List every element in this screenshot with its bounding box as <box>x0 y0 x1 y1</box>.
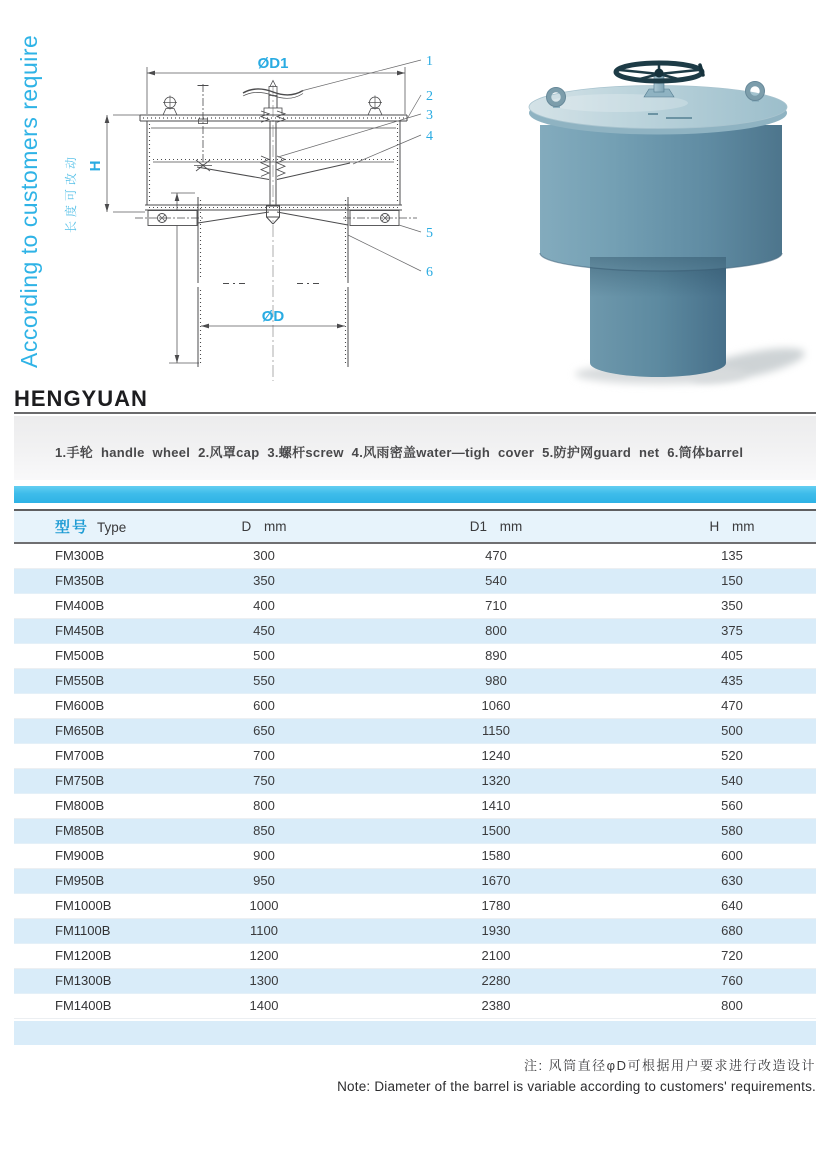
cell-d: 700 <box>253 748 275 763</box>
cell-type: FM350B <box>55 573 105 588</box>
header-type <box>14 510 184 543</box>
cell-d: 800 <box>253 798 275 813</box>
table-row <box>14 793 816 818</box>
header-type-cn: 型号 <box>55 519 90 536</box>
cell-h: 600 <box>721 848 743 863</box>
cell-type: FM850B <box>55 823 105 838</box>
product-photo <box>498 45 818 398</box>
cell-d1: 470 <box>485 548 507 564</box>
cell-type: FM600B <box>55 698 105 713</box>
cell-d: 1300 <box>249 973 279 988</box>
table-row <box>14 843 816 868</box>
bracket-right <box>343 211 417 226</box>
cell-h: 640 <box>721 898 743 913</box>
cell-d: 600 <box>253 698 275 713</box>
page-title: HENGYUAN <box>14 386 148 411</box>
barrel-shade <box>590 257 726 297</box>
cell-type: FM800B <box>55 798 105 813</box>
cell-h: 135 <box>721 548 743 564</box>
cell-d: 650 <box>253 723 275 738</box>
cell-h: 350 <box>721 598 743 613</box>
cell-type: FM500B <box>55 648 105 663</box>
table-row <box>14 768 816 793</box>
table-header-row <box>14 510 816 543</box>
lifting-lug-right <box>368 96 382 116</box>
bracket-left <box>135 211 205 226</box>
label-d: ØD <box>261 308 285 325</box>
cell-type: FM1100B <box>55 923 111 938</box>
cell-d1: 1780 <box>481 898 511 913</box>
notes-block <box>14 1055 816 1094</box>
table-row <box>14 918 816 943</box>
table-row <box>14 818 816 843</box>
lifting-lug-left <box>163 96 177 116</box>
cell-d1: 2280 <box>481 973 511 988</box>
callout-1: 1 <box>426 54 433 69</box>
cell-d1: 1580 <box>481 848 511 863</box>
spec-table <box>14 509 816 1019</box>
table-row <box>14 943 816 968</box>
cell-d1: 1410 <box>481 798 511 813</box>
callout-4: 4 <box>426 129 433 144</box>
cell-d: 1100 <box>250 923 278 938</box>
cell-d: 950 <box>253 873 275 888</box>
table-accent-bar <box>14 486 816 503</box>
parts-legend: 1.手轮 handle wheel 2.风罩cap 3.螺杆screw 4.风雨密盖water—tigh cover 5.防护网guard net 6.筒体barrel <box>55 445 744 460</box>
table-row <box>14 618 816 643</box>
cell-d: 1400 <box>249 998 279 1013</box>
callout-6: 6 <box>426 265 433 280</box>
cell-h: 540 <box>721 773 743 788</box>
table-row <box>14 993 816 1018</box>
cell-h: 375 <box>721 623 743 638</box>
table-row <box>14 543 816 568</box>
cell-d1: 1150 <box>482 723 510 738</box>
table-row <box>14 568 816 593</box>
table-row <box>14 643 816 668</box>
technical-drawing <box>85 40 465 397</box>
cell-type: FM550B <box>55 673 105 688</box>
cell-d1: 1670 <box>481 873 511 888</box>
product-cap-body <box>540 125 782 271</box>
cell-type: FM700B <box>55 748 105 763</box>
cell-h: 580 <box>721 823 743 838</box>
cell-h: 760 <box>721 973 743 988</box>
cell-d1: 710 <box>485 598 507 613</box>
callout-3: 3 <box>426 108 433 123</box>
label-d1: ØD1 <box>257 55 289 72</box>
note-cn: 注: 风筒直径φD可根据用户要求进行改造设计 <box>523 1058 816 1073</box>
cell-h: 435 <box>721 673 743 688</box>
callout-5: 5 <box>426 226 433 241</box>
side-banner-text: According to customers require <box>16 34 42 368</box>
cell-h: 150 <box>721 573 743 588</box>
cell-type: FM300B <box>55 548 105 564</box>
cell-h: 500 <box>721 723 743 738</box>
callout-2: 2 <box>426 89 433 104</box>
cell-d: 550 <box>253 673 275 688</box>
cell-h: 630 <box>721 873 743 888</box>
cell-d: 450 <box>253 623 275 638</box>
cell-d1: 890 <box>485 648 507 663</box>
header-type-en: Type <box>97 520 127 535</box>
cell-type: FM400B <box>55 598 105 613</box>
cell-type: FM750B <box>55 773 105 788</box>
header-d1: D1 mm <box>469 519 523 534</box>
table-row <box>14 693 816 718</box>
table-row <box>14 743 816 768</box>
cell-d1: 1240 <box>481 748 511 763</box>
cell-d: 500 <box>253 648 275 663</box>
cell-d1: 1060 <box>481 698 511 713</box>
cell-d1: 980 <box>485 673 507 688</box>
cell-d: 1200 <box>249 948 279 963</box>
table-row <box>14 868 816 893</box>
table-row <box>14 893 816 918</box>
table-row <box>14 668 816 693</box>
dimension-h <box>107 115 145 212</box>
table-row <box>14 593 816 618</box>
cell-d1: 800 <box>485 623 507 638</box>
cell-h: 560 <box>721 798 743 813</box>
label-h: H <box>87 160 104 172</box>
cell-d: 350 <box>253 573 275 588</box>
cell-type: FM1300B <box>55 973 112 988</box>
cell-d: 850 <box>253 823 275 838</box>
cell-d1: 1930 <box>481 923 511 938</box>
cell-type: FM450B <box>55 623 105 638</box>
cell-d: 400 <box>253 598 275 613</box>
cell-type: FM650B <box>55 723 105 738</box>
header-d: D mm <box>241 519 287 534</box>
cell-type: FM1000B <box>55 898 112 913</box>
cell-h: 720 <box>721 948 743 963</box>
cell-d1: 1320 <box>481 773 511 788</box>
note-en: Note: Diameter of the barrel is variable according to customers' requirements. <box>337 1079 816 1094</box>
cell-h: 680 <box>721 923 743 938</box>
guard-net-walls <box>147 121 400 205</box>
cell-d: 1000 <box>249 898 279 913</box>
cell-h: 520 <box>721 748 743 763</box>
cell-d: 300 <box>253 548 275 564</box>
cell-d1: 540 <box>485 573 507 588</box>
cell-type: FM900B <box>55 848 105 863</box>
cell-h: 470 <box>721 698 743 713</box>
cell-d: 900 <box>253 848 275 863</box>
cell-type: FM950B <box>55 873 105 888</box>
table-row <box>14 718 816 743</box>
table-tail-band <box>14 1021 816 1045</box>
cell-d1: 2100 <box>481 948 511 963</box>
cell-h: 405 <box>721 648 743 663</box>
title-rule <box>14 412 816 414</box>
cap-top-plate <box>140 115 407 128</box>
cell-d1: 2380 <box>481 998 511 1013</box>
cell-type: FM1200B <box>55 948 112 963</box>
cell-d1: 1500 <box>481 823 511 838</box>
table-row <box>14 968 816 993</box>
parts-legend-band <box>14 416 816 480</box>
header-h: H mm <box>709 519 755 534</box>
table-body <box>14 543 816 1018</box>
side-banner-text-cn: 长度可改动 <box>64 152 78 233</box>
cell-h: 800 <box>721 998 743 1013</box>
screw-rod <box>194 84 212 171</box>
water-cover <box>197 163 350 180</box>
cell-d: 750 <box>253 773 275 788</box>
cell-type: FM1400B <box>55 998 112 1013</box>
